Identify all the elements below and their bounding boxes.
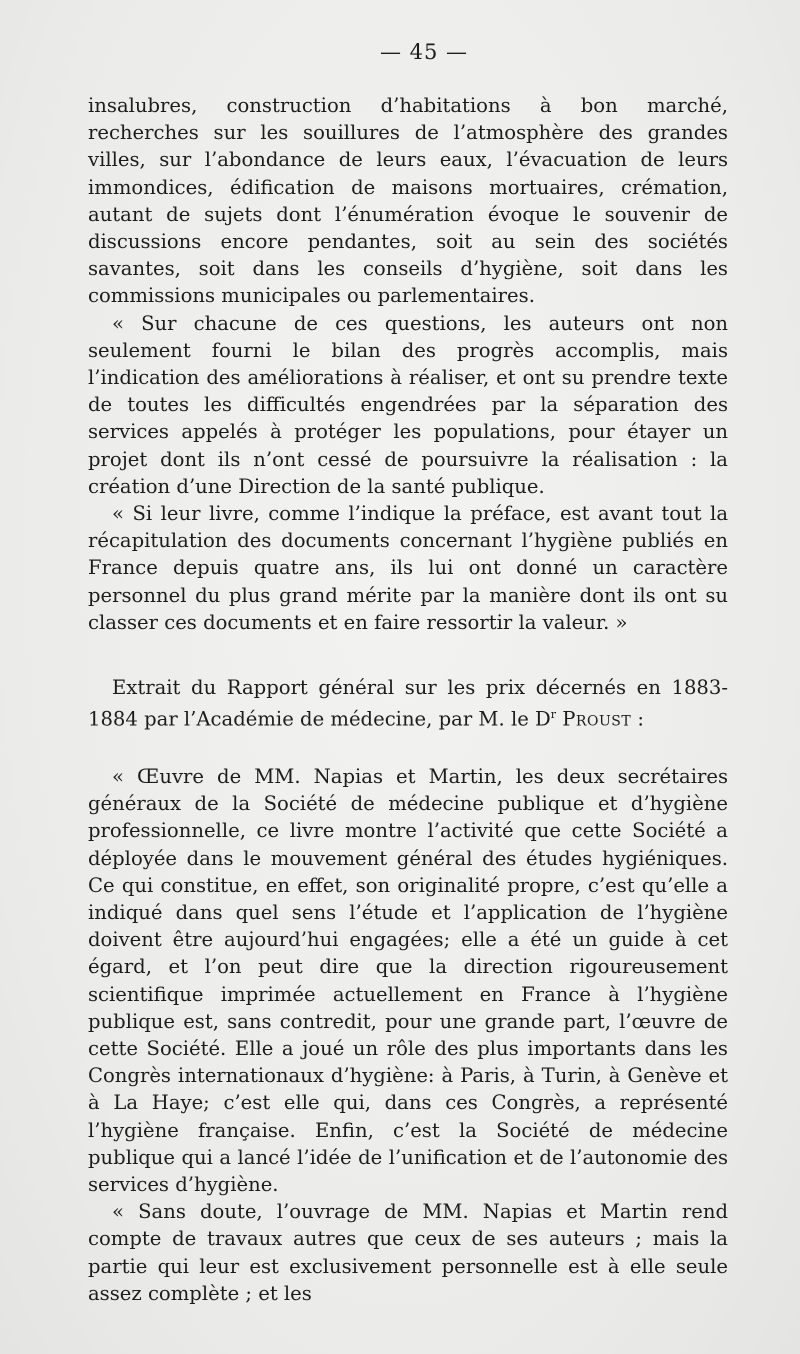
quote-paragraph-1: « Œuvre de MM. Napias et Martin, les deux secrétaires généraux de la Société de médecine publique et d’hygiène professionnelle, ce livre montre l’activité que cette Société a déployée dans le mouvement général des études hygiéniques. Ce qui constitue, en effet, son originalité propre, c’est qu’elle a indiqué dans quel sens l’étude et l’application de l’hygiène doivent être aujourd’hui engagées; elle a été un guide à cet égard, et l’on peut dire que la direction rigoureusement scientifique imprimée actuellement en France à l’hygiène publique est, sans contredit, pour une grande part, l’œuvre de cette Société. Elle a joué un rôle des plus importants dans les Congrès internationaux d’hygiène: à Paris, à Turin, à Genève et à La Haye; c’est elle qui, dans ces Congrès, a représenté l’hygiène française. Enfin, c’est la Société de médecine publique qui a lancé l’idée de l’unification et de l’autonomie des services d’hygiène.	[88, 765, 728, 1197]
doctor-superscript: r	[550, 708, 557, 722]
extract-text: Extrait du Rapport général sur les prix décernés en 1883-1884 par l’Académie de médecine, par M. le D	[88, 676, 728, 731]
quote-paragraph-2: « Sans doute, l’ouvrage de MM. Napias et Martin rend compte de travaux autres que ceux de ses auteurs ; mais la partie qui leur est exclusivement personnelle est à elle seule assez complète ; et les	[88, 1200, 728, 1305]
paragraph-3: « Si leur livre, comme l’indique la préface, est avant tout la récapitulation des documents concernant l’hygiène publiés en France depuis quatre ans, ils lui ont donné un caractère personnel du plus grand mérite par la manière dont ils ont su classer ces documents et en faire ressortir la valeur. »	[88, 502, 728, 634]
paragraph-2: « Sur chacune de ces questions, les auteurs ont non seulement fourni le bilan des progrès accomplis, mais l’indication des améliorations à réaliser, et ont su prendre texte de toutes les difficultés engendrées par la séparation des services appelés à protéger les populations, pour étayer un projet dont ils n’ont cessé de poursuivre la réalisation : la création d’une Direction de la santé publique.	[88, 311, 728, 498]
page-number: — 45 —	[379, 40, 469, 64]
extract-suffix: :	[631, 707, 645, 731]
author-name: Proust	[562, 707, 632, 731]
extract-heading	[88, 674, 728, 733]
paragraph-1: insalubres, construction d’habitations à bon marché, recherches sur les souillures de l’atmosphère des grandes villes, sur l’abondance de leurs eaux, l’évacuation de leurs immondices, édification de maisons mortuaires, crémation, autant de sujets dont l’énumération évoque le souvenir de discussions encore pendantes, soit au sein des sociétés savantes, soit dans les conseils d’hygiène, soit dans les commissions municipales ou parlementaires.	[88, 94, 728, 308]
